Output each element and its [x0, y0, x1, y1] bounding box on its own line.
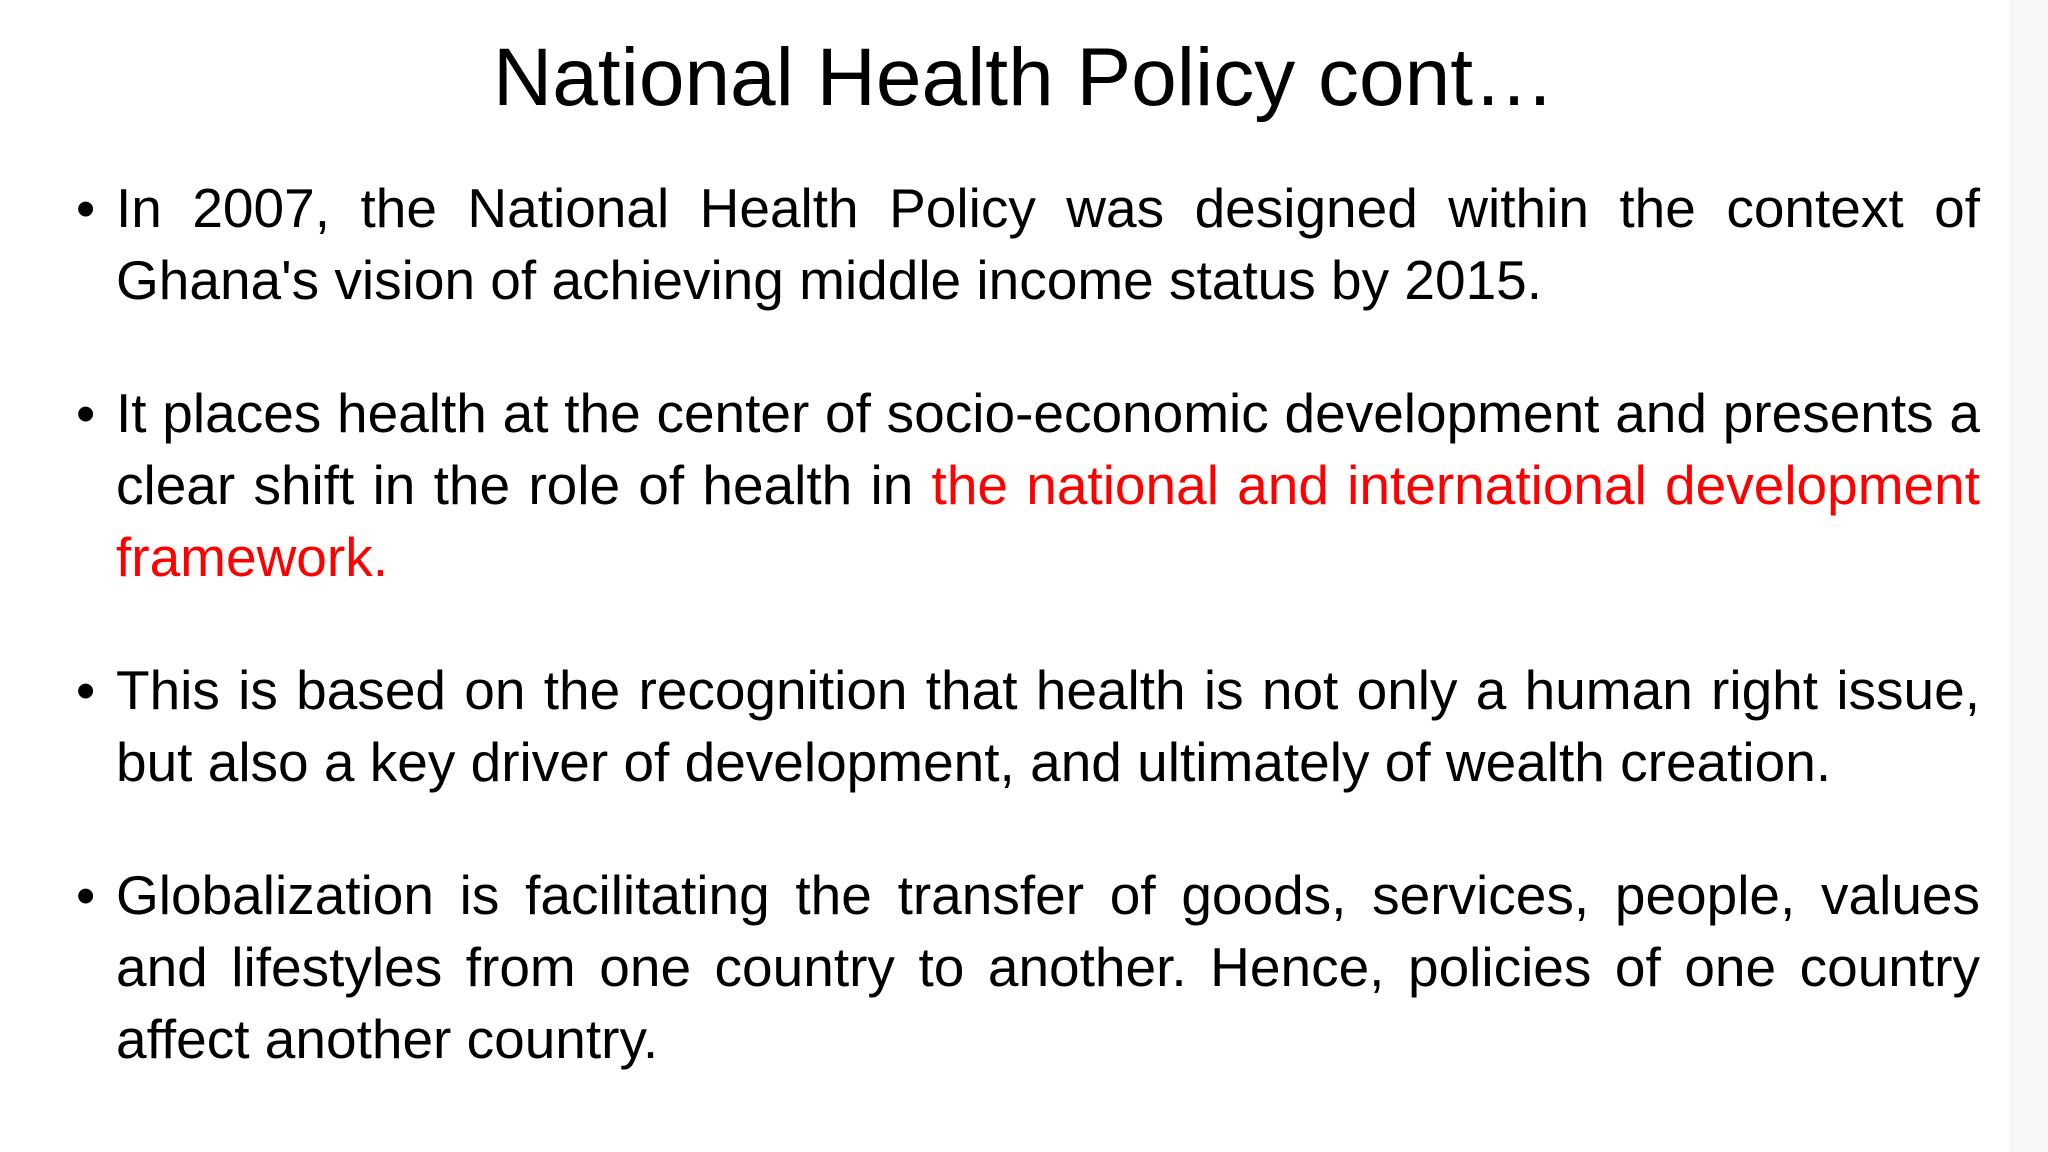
bullet-item [72, 172, 1980, 316]
bullet-item [72, 377, 1980, 593]
bullet-dot-icon: • [76, 177, 96, 239]
bullet-list [72, 172, 1980, 1075]
slide-title: National Health Policy cont… [493, 32, 1555, 123]
bullet-text: It places health at the center of socio-economic development and presents a clear shift in the role of health in [116, 382, 1980, 516]
bullet-text: This is based on the recognition that health is not only a human right issue, but also a key driver of development, and ultimately of wealth creation. [116, 659, 1980, 793]
bullet-text: Globalization is facilitating the transfer of goods, services, people, values and lifestyles from one country to another. Hence, policies of one country affect another country. [116, 864, 1980, 1070]
bullet-item [72, 859, 1980, 1075]
bullet-dot-icon: • [76, 659, 96, 721]
bullet-text: In 2007, the National Health Policy was designed within the context of Ghana's vision of achieving middle income status by 2015. [116, 177, 1980, 311]
bullet-item [72, 654, 1980, 798]
bullet-highlight-text: the national and international development framework. [116, 454, 1980, 588]
bullet-dot-icon: • [76, 864, 96, 926]
slide-edge [2010, 0, 2048, 1152]
bullet-dot-icon: • [76, 382, 96, 444]
